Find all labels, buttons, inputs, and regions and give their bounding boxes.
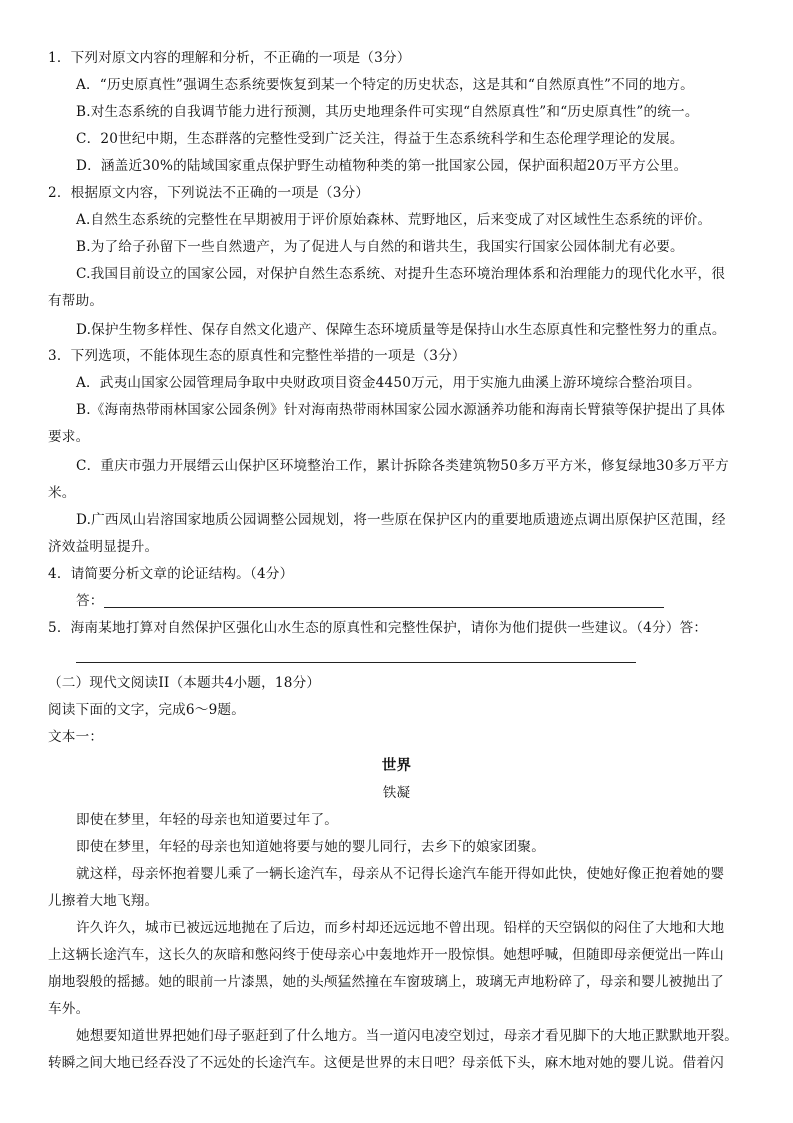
question-3-stem: 3．下列选项，不能体现生态的原真性和完整性举措的一项是（3分）	[48, 348, 466, 364]
story-author: 铁凝	[382, 785, 411, 801]
question-4-answer-line[interactable]	[104, 607, 664, 608]
question-3-option-a: A．武夷山国家公园管理局争取中央财政项目资金4450万元，用于实施九曲溪上游环境综合整治项目。	[76, 375, 701, 391]
story-title: 世界	[381, 757, 412, 774]
section-heading: （二）现代文阅读II（本题共4小题，18分）	[48, 675, 321, 691]
question-2-option-b: B.为了给子孙留下一些自然遗产，为了促进人与自然的和谐共生，我国实行国家公园体制尤有必要。	[76, 239, 684, 255]
story-paragraph-cont: 车外。	[48, 1001, 90, 1017]
question-1-option-d: D．涵盖近30%的陆域国家重点保护野生动植物种类的第一批国家公园，保护面积超20万平方公里。	[76, 158, 688, 174]
question-1-stem: 1．下列对原文内容的理解和分析，不正确的一项是（3分）	[48, 50, 411, 66]
question-3-option-c: C．重庆市强力开展缙云山保护区环境整治工作，累计拆除各类建筑物50多万平方米，修复绿地30多万平方	[76, 458, 729, 474]
question-2-option-c: C.我国目前设立的国家公园，对保护自然生态系统、对提升生态环境治理体系和治理能力的现代化水平，很	[76, 266, 726, 282]
story-paragraph: 许久许久，城市已被远远地抛在了后边，而乡村却还远远地不曾出现。铅样的天空锅似的闷住了大地和大地	[76, 920, 725, 936]
question-4-answer-label: 答：	[76, 593, 104, 609]
question-3-option-b: B.《海南热带雨林国家公园条例》针对海南热带雨林国家公园水源涵养功能和海南长臂猿等保护提出了具体	[76, 402, 726, 418]
question-1-option-a: A．“历史原真性”强调生态系统要恢复到某一个特定的历史状态，这是其和“自然原真性”不同的地方。	[76, 77, 694, 93]
question-1-option-c: C．20世纪中期，生态群落的完整性受到广泛关注，得益于生态系统科学和生态伦理学理论的发展。	[76, 131, 684, 147]
story-paragraph-cont: 上这辆长途汽车，这长久的灰暗和憋闷终于使母亲心中轰地炸开一股惊惧。她想呼喊，但随即母亲便觉出一阵山	[48, 947, 724, 963]
section-instruction: 阅读下面的文字，完成6～9题。	[48, 702, 246, 718]
text-label: 文本一：	[48, 729, 104, 745]
question-1-option-b: B.对生态系统的自我调节能力进行预测，其历史地理条件可实现“自然原真性”和“历史原真性”的统一。	[76, 104, 699, 120]
story-paragraph-cont: 儿擦着大地飞翔。	[48, 893, 159, 909]
question-2-option-d: D.保护生物多样性、保存自然文化遗产、保障生态环境质量等是保持山水生态原真性和完整性努力的重点。	[76, 322, 726, 338]
question-3-option-d-cont: 济效益明显提升。	[48, 539, 159, 555]
question-5-answer-line[interactable]	[76, 662, 636, 663]
question-4-stem: 4．请简要分析文章的论证结构。（4分）	[48, 566, 294, 582]
question-2-stem: 2．根据原文内容，下列说法不正确的一项是（3分）	[48, 185, 370, 201]
question-5-stem: 5．海南某地打算对自然保护区强化山水生态的原真性和完整性保护，请你为他们提供一些建议。（4分）答：	[48, 620, 708, 636]
story-paragraph-cont: 转瞬之间大地已经吞没了不远处的长途汽车。这便是世界的末日吧？母亲低下头，麻木地对她的婴儿说。借着闪	[48, 1055, 724, 1071]
story-paragraph: 即使在梦里，年轻的母亲也知道她将要与她的婴儿同行，去乡下的娘家团聚。	[76, 839, 545, 855]
question-3-option-d: D.广西凤山岩溶国家地质公园调整公园规划，将一些原在保护区内的重要地质遗迹点调出原保护区范围，经	[76, 512, 726, 528]
question-2-option-a: A.自然生态系统的完整性在早期被用于评价原始森林、荒野地区，后来变成了对区域性生态系统的评价。	[76, 212, 712, 228]
question-2-option-c-cont: 有帮助。	[48, 293, 104, 309]
story-paragraph-cont: 崩地裂般的摇撼。她的眼前一片漆黑，她的头颅猛然撞在车窗玻璃上，玻璃无声地粉碎了，母亲和婴儿被抛出了	[48, 974, 724, 990]
story-paragraph: 她想要知道世界把她们母子驱赶到了什么地方。当一道闪电凌空划过，母亲才看见脚下的大地正默默地开裂。	[76, 1028, 739, 1044]
question-3-option-c-cont: 米。	[48, 485, 76, 501]
question-3-option-b-cont: 要求。	[48, 429, 90, 445]
story-paragraph: 就这样，母亲怀抱着婴儿乘了一辆长途汽车，母亲从不记得长途汽车能开得如此快，使她好像正抱着她的婴	[76, 866, 725, 882]
story-paragraph: 即使在梦里，年轻的母亲也知道要过年了。	[76, 812, 339, 828]
